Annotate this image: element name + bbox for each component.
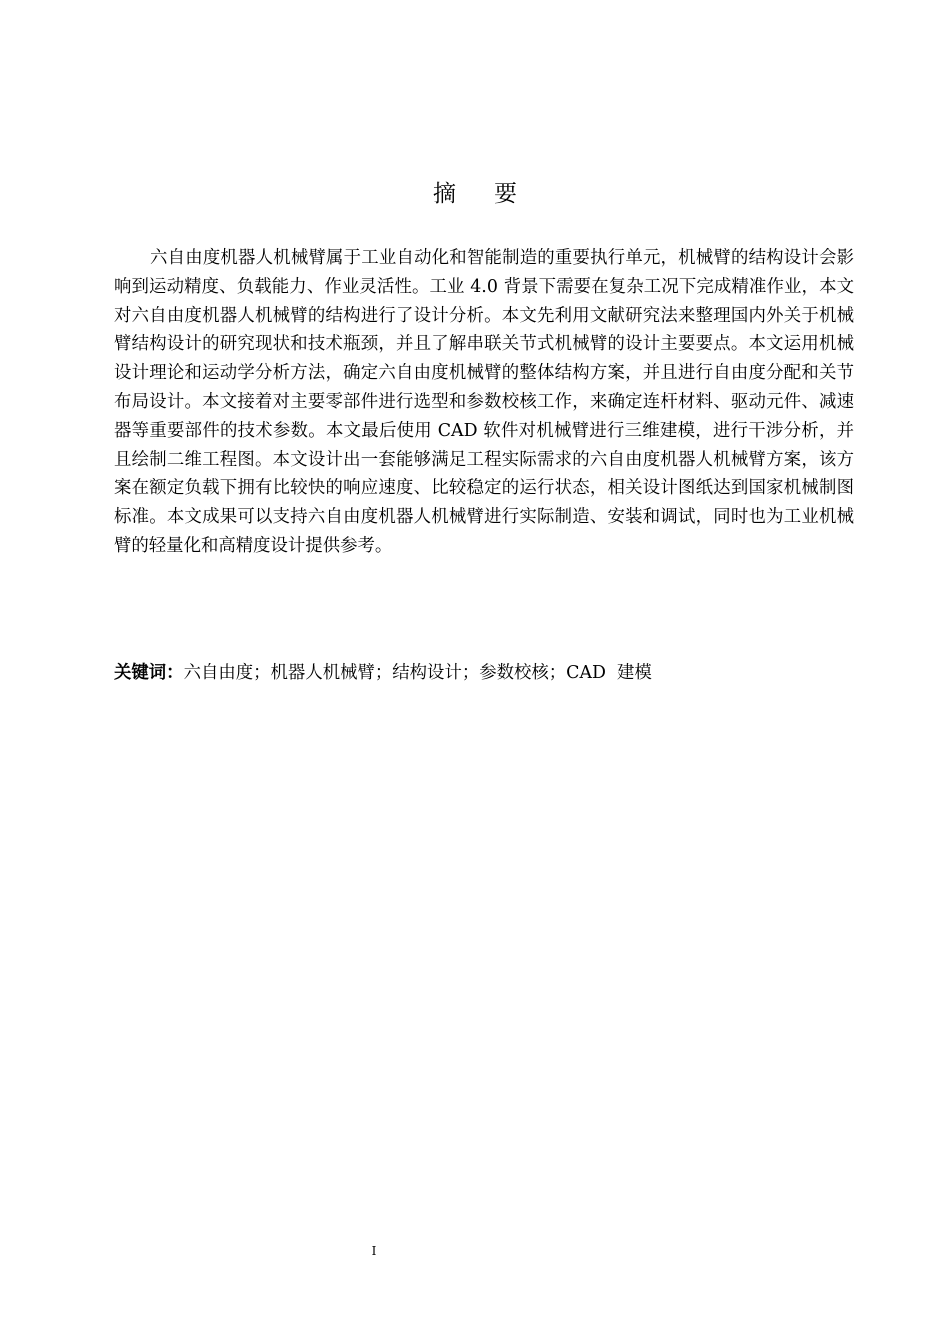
page-title: 摘要	[433, 181, 555, 207]
keywords-label: 关键词：	[114, 663, 184, 683]
abstract-paragraph: 六自由度机器人机械臂属于工业自动化和智能制造的重要执行单元，机械臂的结构设计会影响到运动精度、负载能力、作业灵活性。工业 4.0 背景下需要在复杂工况下完成精准作业，本文对六自由度机器人机械臂的结构进行了设计分析。本文先利用文献研究法来整理国内外关于机械臂结构设计的研究现状和技术瓶颈，并且了解串联关节式机械臂的设计主要要点。本文运用机械设计理论和运动学分析方法，确定六自由度机械臂的整体结构方案，并且进行自由度分配和关节布局设计。本文接着对主要零部件进行选型和参数校核工作，来确定连杆材料、驱动元件、减速器等重要部件的技术参数。本文最后使用 CAD 软件对机械臂进行三维建模，进行干涉分析，并且绘制二维工程图。本文设计出一套能够满足工程实际需求的六自由度机器人机械臂方案，该方案在额定负载下拥有比较快的响应速度、比较稳定的运行状态，相关设计图纸达到国家机械制图标准。本文成果可以支持六自由度机器人机械臂进行实际制造、安装和调试，同时也为工业机械臂的轻量化和高精度设计提供参考。	[114, 248, 854, 556]
keywords-line	[114, 659, 854, 688]
page-number: I	[371, 1244, 377, 1258]
keywords-text: 六自由度；机器人机械臂；结构设计；参数校核；CAD 建模	[183, 663, 652, 683]
